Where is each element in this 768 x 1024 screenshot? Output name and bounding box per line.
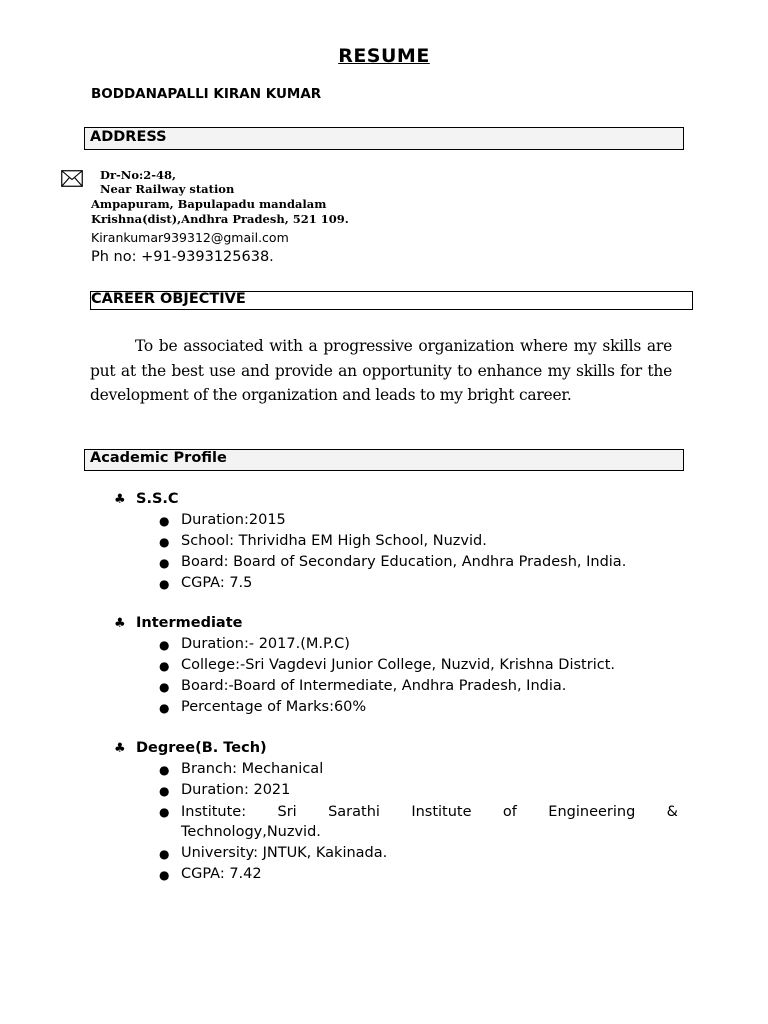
academic-profile-section-header: [84, 449, 684, 471]
club-bullet-icon: ♣: [114, 741, 126, 756]
intermediate-heading: Intermediate: [136, 615, 243, 631]
bullet-icon: ●: [159, 805, 170, 819]
page-title: RESUME: [338, 45, 430, 67]
ssc-heading: S.S.C: [136, 491, 179, 507]
club-bullet-icon: ♣: [114, 492, 126, 507]
list-item: Branch: Mechanical: [181, 761, 324, 777]
career-objective-section-header: [90, 291, 693, 310]
bullet-icon: ●: [159, 556, 170, 570]
list-item: Board: Board of Secondary Education, Andhra Pradesh, India.: [181, 554, 627, 570]
club-bullet-icon: ♣: [114, 616, 126, 631]
address-line-4: Krishna(dist),Andhra Pradesh, 521 109.: [91, 212, 349, 226]
list-item: CGPA: 7.5: [181, 575, 253, 591]
bullet-icon: ●: [159, 847, 170, 861]
career-objective-heading: CAREER OBJECTIVE: [91, 291, 246, 307]
career-objective-text: To be associated with a progressive organization where my skills are put at the best use and provide an opportunity to enhance my skills for the development of the organization and leads to my bright career.: [90, 337, 672, 404]
degree-heading: Degree(B. Tech): [136, 740, 267, 756]
bullet-icon: ●: [159, 577, 170, 591]
bullet-icon: ●: [159, 680, 170, 694]
list-item: School: Thrividha EM High School, Nuzvid.: [181, 533, 487, 549]
bullet-icon: ●: [159, 638, 170, 652]
bullet-icon: ●: [159, 659, 170, 673]
list-item: Duration: 2021: [181, 782, 291, 798]
candidate-name: BODDANAPALLI KIRAN KUMAR: [91, 86, 322, 102]
bullet-icon: ●: [159, 868, 170, 882]
bullet-icon: ●: [159, 784, 170, 798]
address-section-header: [84, 127, 684, 150]
bullet-icon: ●: [159, 763, 170, 777]
address-line-2: Near Railway station: [100, 182, 235, 196]
address-line-3: Ampapuram, Bapulapadu mandalam: [91, 197, 327, 211]
list-item-continuation: Technology,Nuzvid.: [181, 824, 321, 840]
list-item: Duration:2015: [181, 512, 286, 528]
phone-number: Ph no: +91-9393125638.: [91, 249, 274, 265]
list-item: Board:-Board of Intermediate, Andhra Pradesh, India.: [181, 678, 567, 694]
address-line-1: Dr-No:2-48,: [100, 168, 177, 182]
list-item: Institute: Sri Sarathi Institute of Engineering &: [181, 804, 678, 820]
list-item: CGPA: 7.42: [181, 866, 262, 882]
bullet-icon: ●: [159, 701, 170, 715]
list-item: University: JNTUK, Kakinada.: [181, 845, 388, 861]
envelope-icon: [61, 170, 83, 187]
email-address: Kirankumar939312@gmail.com: [91, 230, 289, 245]
academic-profile-heading: Academic Profile: [90, 450, 227, 466]
list-item: Duration:- 2017.(M.P.C): [181, 636, 350, 652]
address-heading: ADDRESS: [90, 129, 167, 145]
bullet-icon: ●: [159, 514, 170, 528]
list-item: Percentage of Marks:60%: [181, 699, 367, 715]
list-item: College:-Sri Vagdevi Junior College, Nuzvid, Krishna District.: [181, 657, 615, 673]
bullet-icon: ●: [159, 535, 170, 549]
